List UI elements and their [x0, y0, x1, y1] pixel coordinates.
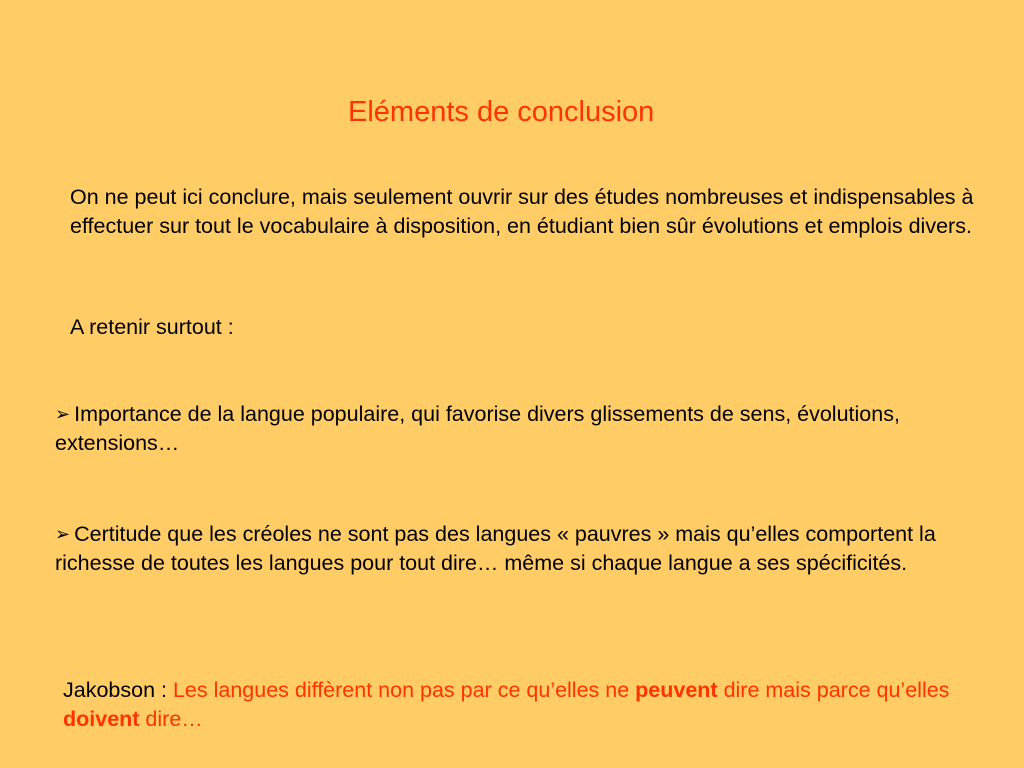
bullet-item-popular-language: [55, 400, 975, 458]
quote-author: Jakobson :: [63, 678, 173, 702]
quote-text-part1: Les langues diffèrent non pas par ce qu’elles ne: [172, 678, 636, 702]
quote-emphasis-doivent: doivent: [63, 707, 140, 731]
slide-title: Eléments de conclusion: [348, 96, 655, 128]
quote-emphasis-peuvent: peuvent: [635, 678, 718, 702]
bullet-item-creoles: [55, 520, 975, 578]
arrow-bullet-icon: ➢: [55, 524, 71, 545]
intro-paragraph: On ne peut ici conclure, mais seulement ouvrir sur des études nombreuses et indispensables à effectuer sur tout le vocabulaire à disposition, en étudiant bien sûr évolutions et emplois divers.: [70, 185, 974, 238]
quote-text-part3: dire…: [139, 707, 203, 731]
jakobson-quote: [63, 676, 983, 734]
retain-label: A retenir surtout :: [70, 315, 234, 339]
bullet-text: Certitude que les créoles ne sont pas des langues « pauvres » mais qu’elles comportent la richesse de toutes les langues pour tout dire… même si chaque langue a ses spécificités.: [55, 522, 936, 575]
quote-text-part2: dire mais parce qu’elles: [717, 678, 950, 702]
arrow-bullet-icon: ➢: [55, 404, 71, 425]
bullet-text: Importance de la langue populaire, qui favorise divers glissements de sens, évolutions, extensions…: [55, 402, 900, 455]
